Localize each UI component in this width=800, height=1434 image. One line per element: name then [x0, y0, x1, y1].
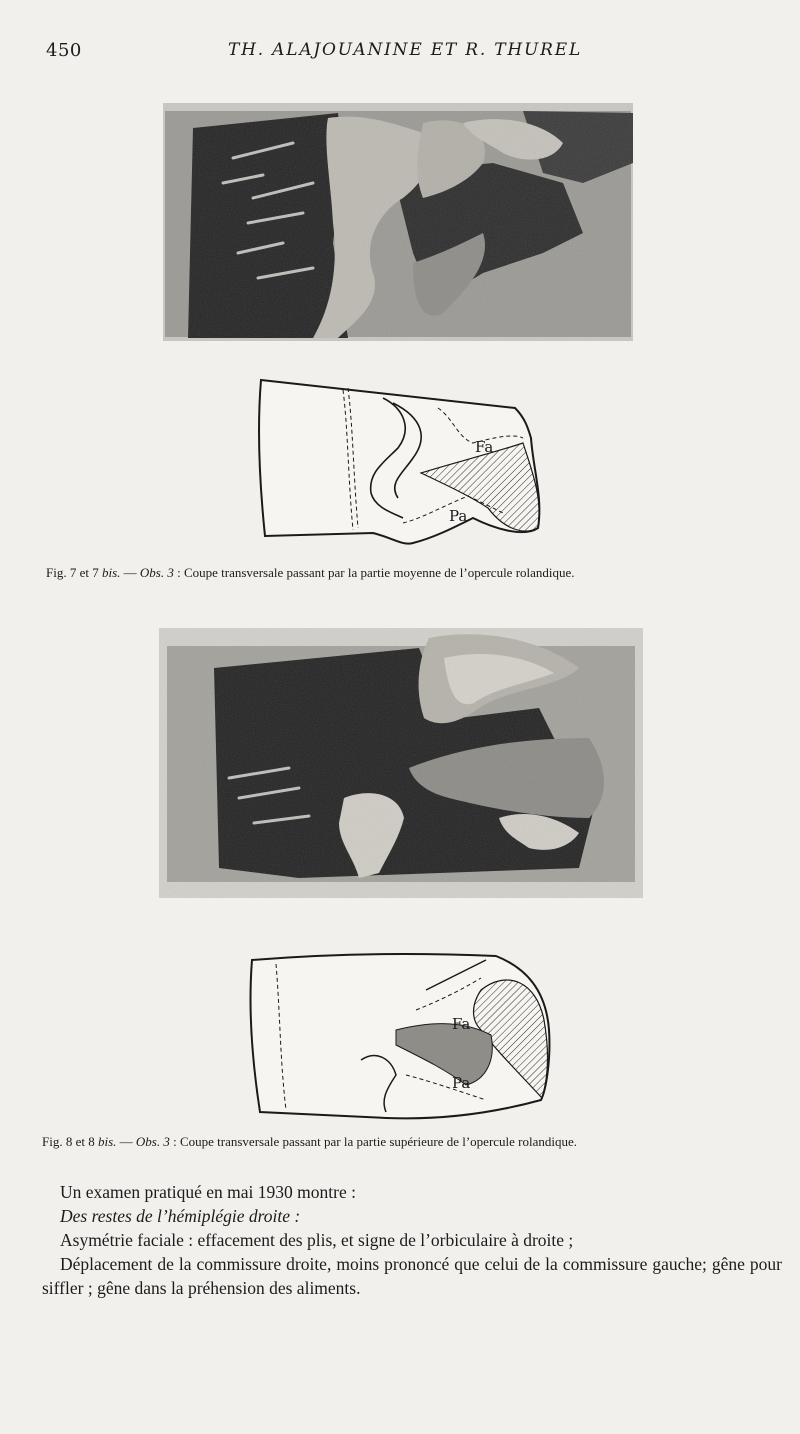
- caption-8-text: : Coupe transversale passant par la partie supérieure de l’opercule rolandique.: [173, 1134, 578, 1149]
- caption-8-label: Fig. 8 et 8: [42, 1134, 95, 1149]
- body-line-3: Asymétrie faciale : effacement des plis, et signe de l’orbiculaire à droite ;: [60, 1230, 574, 1250]
- diagram-7-label-fa: Fa: [475, 438, 494, 456]
- running-header: [0, 40, 800, 70]
- caption-8-bis: bis.: [97, 1134, 117, 1149]
- caption-7-obs: Obs. 3: [139, 565, 174, 580]
- diagram-8-label-pa: Pa: [452, 1074, 471, 1092]
- caption-8-obs: Obs. 3: [135, 1134, 170, 1149]
- diagram-8-label-fa: Fa: [452, 1015, 471, 1033]
- diagram-7-label-pa: Pa: [449, 507, 468, 525]
- figure-8-photograph: [159, 628, 643, 898]
- page-number: 450: [46, 40, 82, 61]
- figure-7-caption: [46, 565, 575, 581]
- body-line-4: Déplacement de la commissure droite, moins prononcé que celui de la commissure gauche; gêne pour siffler ; gêne dans la préhension des aliments.: [42, 1254, 782, 1298]
- caption-8-dash: —: [119, 1134, 133, 1149]
- figure-8-caption: [42, 1134, 577, 1150]
- body-line-1: Un examen pratiqué en mai 1930 montre :: [60, 1182, 356, 1202]
- figure-7-photograph: [163, 103, 633, 341]
- body-text: [42, 1180, 782, 1300]
- caption-7-text: : Coupe transversale passant par la partie moyenne de l’opercule rolandique.: [177, 565, 575, 580]
- body-line-2: Des restes de l’hémiplégie droite :: [60, 1206, 301, 1226]
- caption-7-dash: —: [123, 565, 137, 580]
- caption-7-label: Fig. 7 et 7: [46, 565, 99, 580]
- figure-7-bis-diagram: [253, 378, 553, 553]
- caption-7-bis: bis.: [101, 565, 121, 580]
- figure-8-bis-diagram: [246, 950, 556, 1122]
- running-title: TH. ALAJOUANINE ET R. THUREL: [228, 40, 583, 60]
